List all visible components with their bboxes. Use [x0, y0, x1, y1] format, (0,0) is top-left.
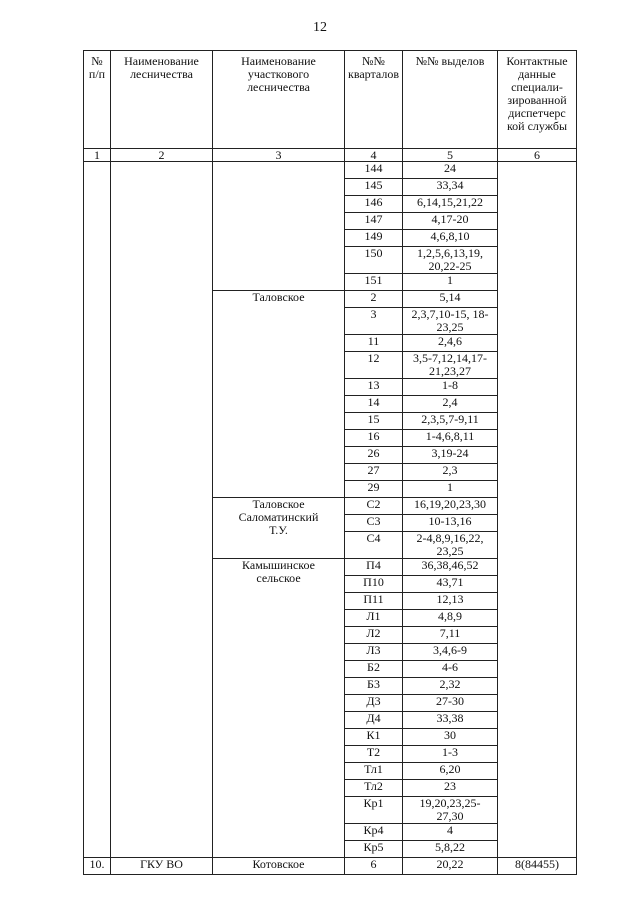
vydel-numbers [403, 841, 498, 858]
cell-line: 3,4,6-9 [433, 643, 467, 657]
contact-cell [498, 162, 577, 858]
kvartal-number: С2 [345, 498, 403, 515]
cell-line: 4,8,9 [438, 609, 462, 623]
cell-line: лесничества [247, 80, 310, 94]
cell-line: №№ выделов [415, 54, 485, 68]
vydel-numbers [403, 247, 498, 274]
vydel-numbers [403, 746, 498, 763]
lesnichestvo-name: ГКУ ВО [111, 858, 213, 875]
kvartal-number: Б2 [345, 661, 403, 678]
cell-line: 1 [447, 480, 453, 494]
cell-line: данные [518, 67, 556, 81]
vydel-numbers [403, 335, 498, 352]
kvartal-number: Кр5 [345, 841, 403, 858]
cell-line: 2,3,7,10-15, 18- [411, 307, 489, 321]
cell-line: 3,5-7,12,14,17- [413, 351, 487, 365]
cell-line: 2,4 [442, 395, 458, 409]
kvartal-number: 13 [345, 379, 403, 396]
vydel-numbers [403, 712, 498, 729]
vydel-numbers [403, 515, 498, 532]
contact-phone: 8(84455) [498, 858, 577, 875]
kvartal-number: 15 [345, 413, 403, 430]
vydel-numbers [403, 797, 498, 824]
vydel-numbers [403, 196, 498, 213]
kvartal-number: П10 [345, 576, 403, 593]
cell-line: 5,8,22 [435, 840, 465, 854]
column-header-2 [111, 51, 213, 149]
vydel-numbers: 20,22 [403, 858, 498, 875]
kvartal-number: П11 [345, 593, 403, 610]
table-row [84, 162, 577, 179]
cell-line: 1-3 [442, 745, 458, 759]
kvartal-number: 11 [345, 335, 403, 352]
kvartal-number: 6 [345, 858, 403, 875]
cell-line: Наименование [241, 54, 316, 68]
row-number: 10. [84, 858, 111, 875]
cell-line: 16,19,20,23,30 [414, 497, 486, 511]
kvartal-number: Л2 [345, 627, 403, 644]
uchastok-name [213, 162, 345, 291]
vydel-numbers [403, 481, 498, 498]
header-row [84, 51, 577, 149]
cell-line: 4 [447, 823, 453, 837]
vydel-numbers [403, 464, 498, 481]
kvartal-number: Л1 [345, 610, 403, 627]
vydel-numbers [403, 661, 498, 678]
cell-line: 20,22-25 [428, 259, 472, 273]
vydel-numbers [403, 729, 498, 746]
cell-line: 1-4,6,8,11 [425, 429, 475, 443]
lesnichestvo-cell [111, 162, 213, 858]
vydel-numbers [403, 610, 498, 627]
cell-line: 23,25 [436, 544, 464, 558]
kvartal-number: 14 [345, 396, 403, 413]
cell-line: 1,2,5,6,13,19, [417, 246, 483, 260]
kvartal-number: 27 [345, 464, 403, 481]
vydel-numbers [403, 593, 498, 610]
cell-line: Т.У. [269, 523, 288, 537]
kvartal-number: 26 [345, 447, 403, 464]
kvartal-number: Т2 [345, 746, 403, 763]
vydel-numbers [403, 308, 498, 335]
cell-line: 2-4,8,9,16,22, [416, 531, 484, 545]
cell-line: 10-13,16 [428, 514, 472, 528]
uchastok-name [213, 559, 345, 858]
vydel-numbers [403, 213, 498, 230]
column-header-3 [213, 51, 345, 149]
cell-line: Камышинское [242, 558, 315, 572]
cell-line: 27,30 [436, 809, 464, 823]
cell-line: 23,25 [436, 320, 464, 334]
column-number: 1 [84, 149, 111, 162]
cell-line: п/п [88, 67, 106, 81]
kvartal-number: Д3 [345, 695, 403, 712]
kvartal-number: 147 [345, 213, 403, 230]
cell-line: участкового [247, 67, 310, 81]
vydel-numbers [403, 291, 498, 308]
kvartal-number: 146 [345, 196, 403, 213]
vydel-numbers [403, 532, 498, 559]
kvartal-number: 12 [345, 352, 403, 379]
uchastok-name [213, 498, 345, 559]
vydel-numbers [403, 498, 498, 515]
column-number: 2 [111, 149, 213, 162]
vydel-numbers [403, 179, 498, 196]
kvartal-number: 2 [345, 291, 403, 308]
cell-line: специали- [511, 80, 563, 94]
kvartal-number: С4 [345, 532, 403, 559]
cell-line: кой службы [506, 119, 568, 133]
cell-line: 2,3,5,7-9,11 [421, 412, 479, 426]
kvartal-number: 151 [345, 274, 403, 291]
cell-line: кварталов [348, 67, 399, 81]
column-header-1 [84, 51, 111, 149]
vydel-numbers [403, 379, 498, 396]
kvartal-number: 149 [345, 230, 403, 247]
cell-line: 12,13 [436, 592, 464, 606]
kvartal-number: 3 [345, 308, 403, 335]
vydel-numbers [403, 576, 498, 593]
kvartal-number: Л3 [345, 644, 403, 661]
vydel-numbers [403, 695, 498, 712]
kvartal-number: Тл1 [345, 763, 403, 780]
forestry-table [83, 50, 577, 875]
kvartal-number: Кр4 [345, 824, 403, 841]
cell-line: 21,23,27 [429, 364, 471, 378]
cell-line: 24 [444, 161, 456, 175]
kvartal-number: 144 [345, 162, 403, 179]
column-number: 5 [403, 149, 498, 162]
num-cell [84, 162, 111, 858]
cell-line: 6,14,15,21,22 [417, 195, 483, 209]
page-number: 12 [313, 20, 327, 35]
uchastok-name: Котовское [213, 858, 345, 875]
vydel-numbers [403, 780, 498, 797]
cell-line: 1 [447, 273, 453, 287]
vydel-numbers [403, 678, 498, 695]
cell-line: 23 [444, 779, 456, 793]
cell-line: 2,32 [439, 677, 461, 691]
cell-line: 6,20 [439, 762, 461, 776]
vydel-numbers [403, 763, 498, 780]
cell-line: 27-30 [436, 694, 464, 708]
vydel-numbers [403, 396, 498, 413]
table-row-10 [84, 858, 577, 875]
cell-line: 2,4,6 [438, 334, 462, 348]
cell-line: 4-6 [442, 660, 458, 674]
kvartal-number: 145 [345, 179, 403, 196]
column-number: 4 [345, 149, 403, 162]
vydel-numbers [403, 162, 498, 179]
vydel-numbers [403, 352, 498, 379]
cell-line: 33,34 [436, 178, 464, 192]
kvartal-number: К1 [345, 729, 403, 746]
column-header-4 [345, 51, 403, 149]
kvartal-number: 29 [345, 481, 403, 498]
cell-line: 3,19-24 [431, 446, 469, 460]
cell-line: №№ [362, 54, 385, 68]
vydel-numbers [403, 447, 498, 464]
cell-line: Наименование [124, 54, 199, 68]
cell-line: сельское [256, 571, 301, 585]
cell-line: 4,17-20 [431, 212, 469, 226]
vydel-numbers [403, 413, 498, 430]
kvartal-number: Кр1 [345, 797, 403, 824]
cell-line: 19,20,23,25- [419, 796, 481, 810]
cell-line: лесничества [130, 67, 193, 81]
vydel-numbers [403, 430, 498, 447]
kvartal-number: Д4 [345, 712, 403, 729]
column-number-row [84, 149, 577, 162]
kvartal-number: С3 [345, 515, 403, 532]
cell-line: № [91, 54, 103, 68]
cell-line: диспетчерс [508, 106, 566, 120]
column-header-6 [498, 51, 577, 149]
cell-line: 7,11 [439, 626, 461, 640]
cell-line: 36,38,46,52 [421, 558, 479, 572]
uchastok-name [213, 291, 345, 498]
vydel-numbers [403, 274, 498, 291]
cell-line: 4,6,8,10 [430, 229, 470, 243]
column-number: 6 [498, 149, 577, 162]
cell-line: 2,3 [442, 463, 458, 477]
cell-line: зированной [507, 93, 567, 107]
kvartal-number: П4 [345, 559, 403, 576]
kvartal-number: Б3 [345, 678, 403, 695]
vydel-numbers [403, 627, 498, 644]
vydel-numbers [403, 230, 498, 247]
column-number: 3 [213, 149, 345, 162]
cell-line: Саломатинский [238, 510, 319, 524]
cell-line: Таловское [252, 497, 305, 511]
column-header-5 [403, 51, 498, 149]
cell-line: Таловское [252, 290, 305, 304]
cell-line: 43,71 [436, 575, 464, 589]
vydel-numbers [403, 644, 498, 661]
vydel-numbers [403, 559, 498, 576]
cell-line: 30 [444, 728, 456, 742]
kvartal-number: 16 [345, 430, 403, 447]
kvartal-number: Тл2 [345, 780, 403, 797]
cell-line: Контактные [506, 54, 568, 68]
cell-line: 1-8 [442, 378, 458, 392]
kvartal-number: 150 [345, 247, 403, 274]
cell-line: 5,14 [439, 290, 461, 304]
cell-line: 33,38 [436, 711, 464, 725]
vydel-numbers [403, 824, 498, 841]
